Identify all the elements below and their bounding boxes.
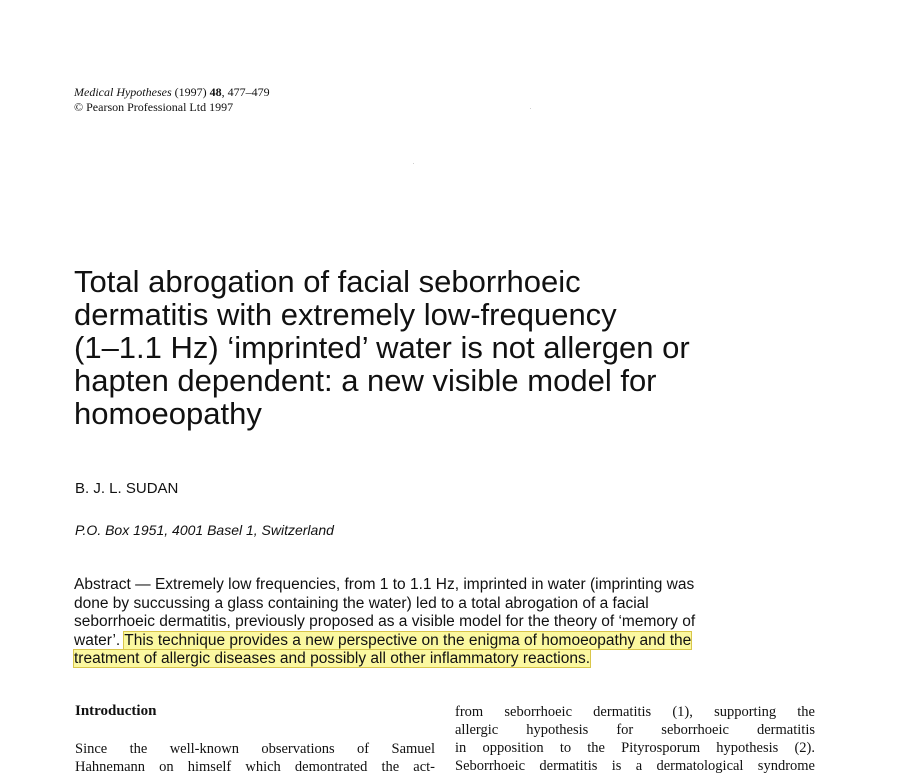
body-line: allergic hypothesis for seborrhoeic dermatitis: [455, 722, 815, 738]
abstract-line: [74, 632, 834, 651]
journal-reference: [74, 85, 270, 115]
title-line: dermatitis with extremely low-frequency: [74, 297, 617, 332]
abstract-line: seborrhoeic dermatitis, previously proposed as a visible model for the theory of ‘memory of: [74, 613, 696, 630]
abstract-line: done by succussing a glass containing the water) led to a total abrogation of a facial: [74, 594, 649, 612]
journal-pages: , 477–479: [221, 85, 270, 99]
body-line: Seborrhoeic dermatitis is a dermatological syndrome: [455, 758, 815, 774]
abstract-text: water’.: [74, 631, 125, 649]
abstract-line: [74, 650, 834, 669]
title-line: homoeopathy: [74, 396, 262, 431]
body-column-left: [75, 740, 435, 776]
body-line: in opposition to the Pityrosporum hypothesis (2).: [455, 740, 815, 756]
scan-speck: [530, 108, 531, 109]
journal-year: (1997): [171, 85, 210, 99]
highlighted-text[interactable]: This technique provides a new perspective on the enigma of homoeopathy and the: [124, 631, 692, 649]
body-line: Hahnemann on himself which demontrated the act-: [75, 759, 435, 775]
section-heading-introduction: Introduction: [75, 703, 157, 719]
abstract-line: Abstract — Extremely low frequencies, from 1 to 1.1 Hz, imprinted in water (imprinting was: [74, 576, 695, 593]
body-column-right: [455, 703, 815, 775]
body-line: from seborrhoeic dermatitis (1), supporting the: [455, 704, 815, 720]
scan-speck: [413, 163, 414, 164]
journal-name: Medical Hypotheses: [74, 85, 172, 99]
article-title: [74, 265, 814, 430]
title-line: Total abrogation of facial seborrhoeic: [74, 264, 581, 299]
citation-line: [74, 85, 270, 100]
copyright-line: © Pearson Professional Ltd 1997: [74, 100, 234, 114]
title-line: (1–1.1 Hz) ‘imprinted’ water is not allergen or: [74, 330, 690, 365]
body-line: Since the well-known observations of Samuel: [75, 741, 435, 757]
journal-volume: 48: [209, 85, 222, 99]
abstract: [74, 576, 834, 669]
highlighted-text[interactable]: treatment of allergic diseases and possibly all other inflammatory reactions.: [74, 650, 591, 667]
title-line: hapten dependent: a new visible model for: [74, 363, 657, 398]
author-name: B. J. L. SUDAN: [75, 480, 179, 497]
author-affiliation: P.O. Box 1951, 4001 Basel 1, Switzerland: [75, 522, 334, 538]
